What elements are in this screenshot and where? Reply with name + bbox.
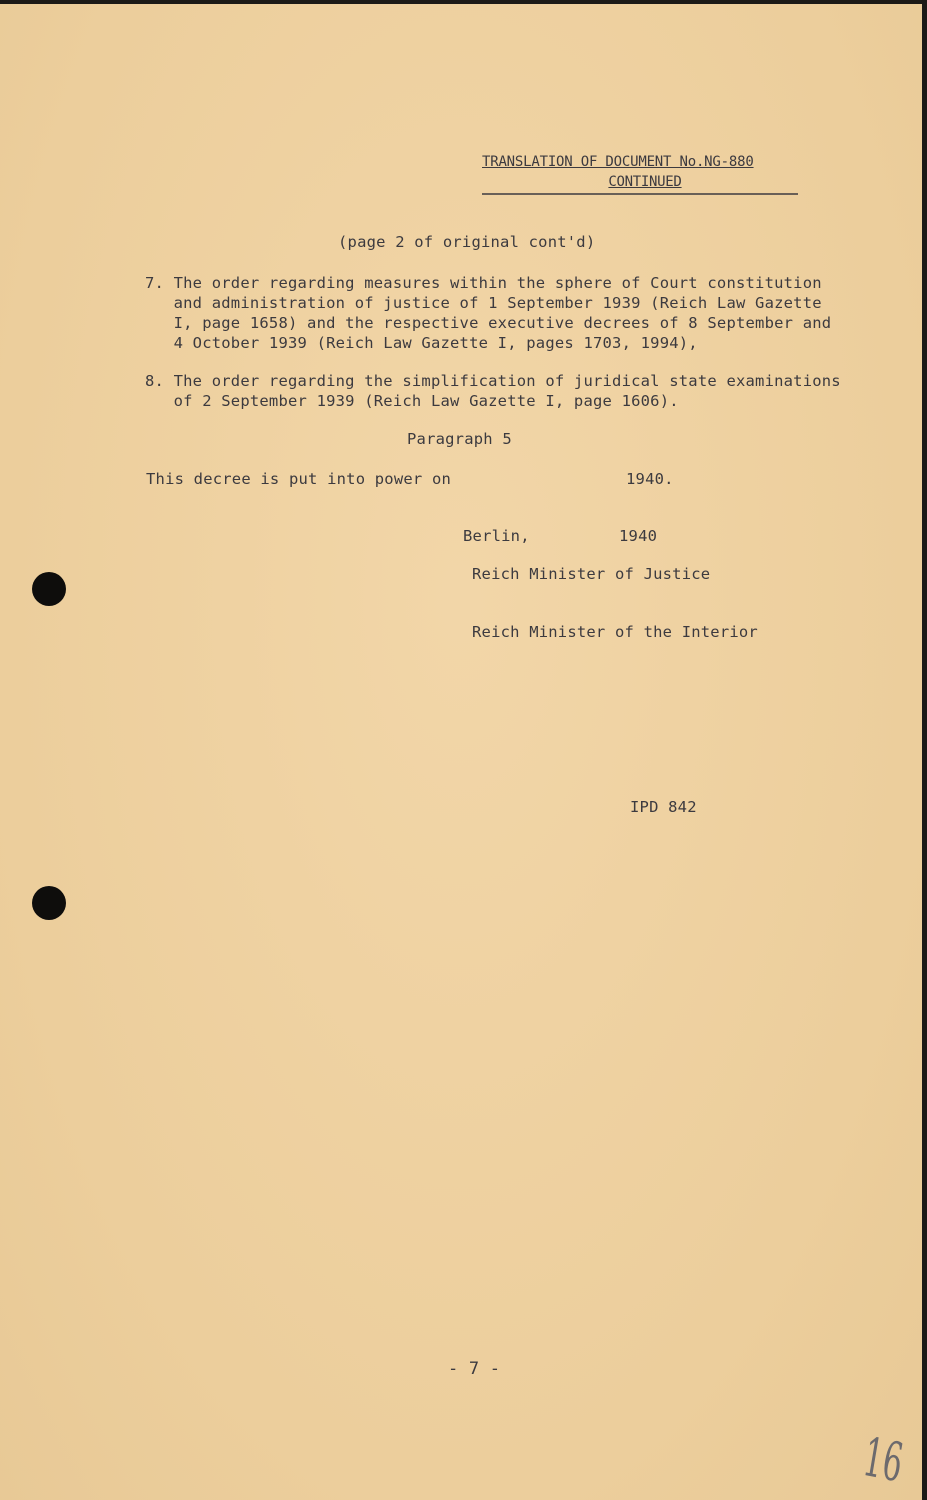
item-7-line-3: I, page 1658) and the respective executive decrees of 8 September and (145, 314, 832, 332)
punch-hole-bottom (32, 886, 66, 920)
page-note: (page 2 of original cont'd) (338, 233, 596, 251)
page-number: - 7 - (448, 1359, 501, 1379)
minister-interior: Reich Minister of the Interior (472, 623, 758, 641)
item-7-line-2: and administration of justice of 1 September 1939 (Reich Law Gazette (145, 294, 822, 312)
punch-hole-top (32, 572, 66, 606)
paragraph-heading: Paragraph 5 (407, 430, 512, 448)
handwritten-mark: 16 (862, 1425, 905, 1495)
header-title: TRANSLATION OF DOCUMENT No.NG-880 (482, 154, 754, 170)
header-rule (482, 193, 798, 195)
document-page (0, 4, 922, 1500)
reference-code: IPD 842 (630, 798, 697, 816)
decree-text: This decree is put into power on (146, 470, 452, 488)
decree-year: 1940. (626, 470, 674, 488)
minister-justice: Reich Minister of Justice (472, 565, 711, 583)
item-7-line-4: 4 October 1939 (Reich Law Gazette I, pages 1703, 1994), (145, 334, 698, 352)
item-8-line-2: of 2 September 1939 (Reich Law Gazette I, page 1606). (145, 392, 679, 410)
signature-year: 1940 (619, 527, 658, 545)
header-subtitle: CONTINUED (608, 174, 682, 190)
item-7-line-1: 7. The order regarding measures within the sphere of Court constitution (145, 274, 822, 292)
item-8-line-1: 8. The order regarding the simplification of juridical state examinations (145, 372, 841, 390)
document-header (482, 154, 798, 195)
signature-place: Berlin, (463, 527, 530, 545)
